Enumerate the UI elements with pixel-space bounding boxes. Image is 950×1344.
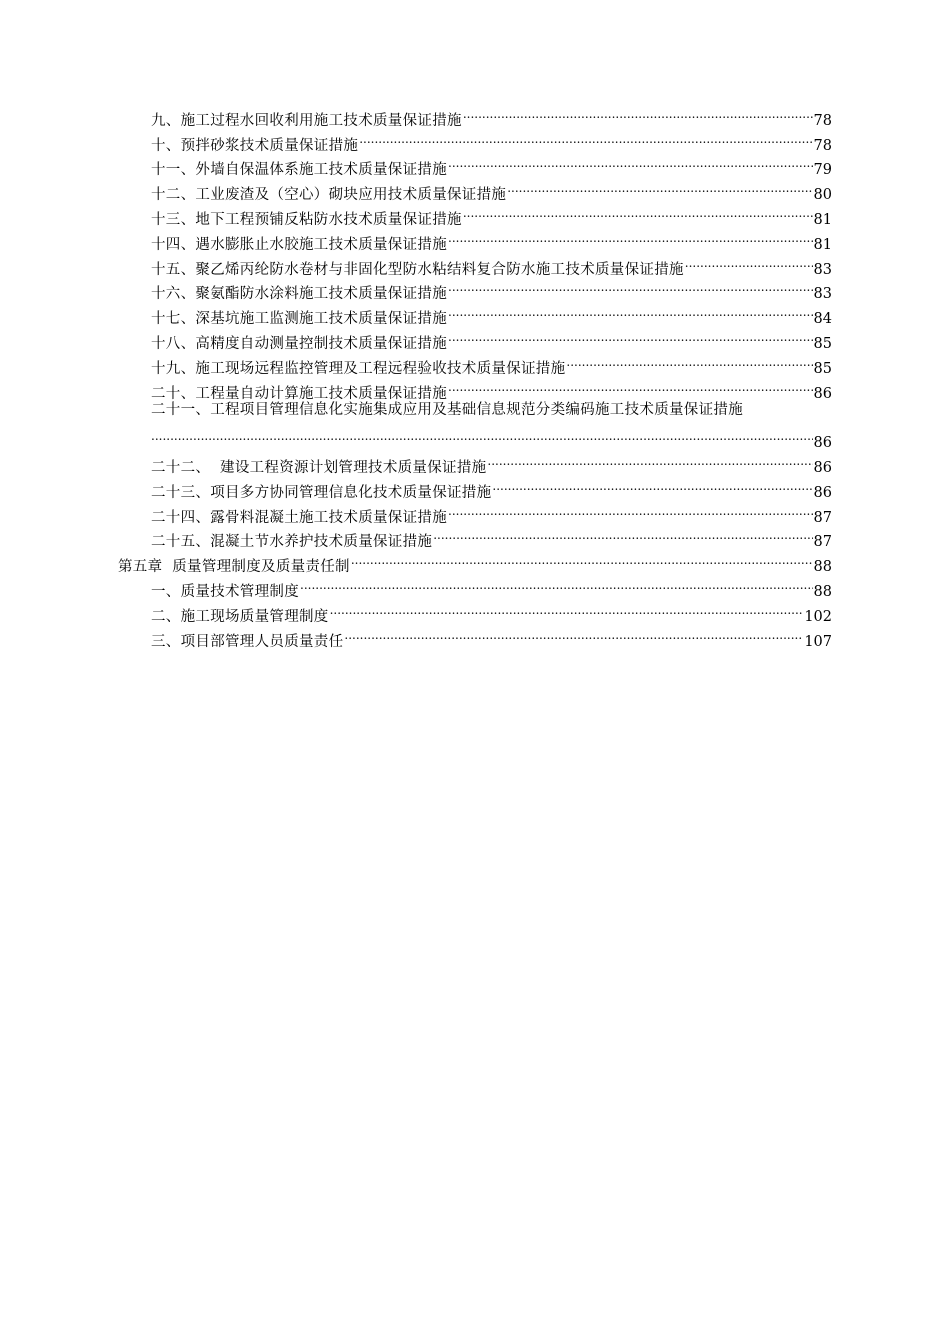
toc-dot-leader xyxy=(151,422,813,447)
toc-entry-page: 88 xyxy=(813,583,832,600)
toc-entry-page: 84 xyxy=(813,311,832,328)
toc-entry-title: 三、项目部管理人员质量责任 xyxy=(151,633,344,650)
toc-dot-leader xyxy=(492,472,812,497)
toc-entry[interactable] xyxy=(118,596,832,625)
toc-entry-title: 二、施工现场质量管理制度 xyxy=(151,608,329,625)
toc-entry-page: 78 xyxy=(813,112,832,129)
toc-dot-leader xyxy=(463,100,813,125)
toc-dot-leader xyxy=(351,546,813,571)
toc-dot-leader xyxy=(359,125,812,150)
toc-entry[interactable] xyxy=(118,100,832,129)
toc-entry[interactable] xyxy=(118,472,832,501)
toc-dot-leader xyxy=(448,323,813,348)
toc-dot-leader xyxy=(566,348,812,373)
toc-entry[interactable] xyxy=(118,298,832,328)
toc-dot-leader xyxy=(487,447,812,472)
toc-entry-page: 85 xyxy=(813,335,832,352)
toc-entry-page: 86 xyxy=(813,484,832,501)
toc-entry-title: 二十三、项目多方协同管理信息化技术质量保证措施 xyxy=(151,484,492,501)
toc-entry-page: 86 xyxy=(813,435,832,452)
toc-entry-page: 86 xyxy=(813,385,832,402)
toc-dot-leader xyxy=(448,224,813,249)
toc-dot-leader xyxy=(448,274,813,299)
toc-entry-wrapped-leader-line[interactable] xyxy=(118,422,832,452)
toc-entry-title: 十四、遇水膨胀止水胶施工技术质量保证措施 xyxy=(151,236,447,253)
toc-entry-page: 83 xyxy=(813,286,832,303)
toc-entry-page: 107 xyxy=(804,633,832,650)
toc-entry[interactable] xyxy=(118,150,832,179)
toc-entry[interactable] xyxy=(118,497,832,526)
toc-chapter-page: 88 xyxy=(813,559,832,576)
toc-entry-title: 十八、高精度自动测量控制技术质量保证措施 xyxy=(151,335,447,352)
toc-entry-page: 79 xyxy=(813,162,832,179)
toc-entry-title: 十三、地下工程预铺反粘防水技术质量保证措施 xyxy=(151,211,462,228)
toc-entry-page: 85 xyxy=(813,360,832,377)
toc-entry-page: 80 xyxy=(813,187,832,204)
toc-entry-page: 78 xyxy=(813,137,832,154)
toc-entry-page: 86 xyxy=(813,459,832,476)
toc-entry-page: 83 xyxy=(813,261,832,278)
toc-entry[interactable] xyxy=(118,522,832,551)
toc-entry-title: 十二、工业废渣及（空心）砌块应用技术质量保证措施 xyxy=(151,187,507,204)
toc-dot-leader xyxy=(463,199,813,224)
toc-entry[interactable] xyxy=(118,224,832,253)
toc-dot-leader xyxy=(300,571,813,596)
toc-entry-title: 十、预拌砂浆技术质量保证措施 xyxy=(151,137,359,154)
toc-entry[interactable] xyxy=(118,199,832,228)
toc-dot-leader xyxy=(685,249,813,274)
toc-entry-title: 十五、聚乙烯丙纶防水卷材与非固化型防水粘结料复合防水施工技术质量保证措施 xyxy=(151,261,684,278)
toc-entry[interactable] xyxy=(118,174,832,204)
toc-entry[interactable] xyxy=(118,621,832,650)
toc-entry-title: 九、施工过程水回收利用施工技术质量保证措施 xyxy=(151,112,462,129)
toc-entry-title: 十七、深基坑施工监测施工技术质量保证措施 xyxy=(151,311,447,328)
toc-entry-page: 81 xyxy=(813,211,832,228)
toc-entry-page: 102 xyxy=(804,608,832,625)
toc-entry[interactable] xyxy=(118,323,832,352)
toc-entry-title: 十一、外墙自保温体系施工技术质量保证措施 xyxy=(151,162,447,179)
table-of-contents xyxy=(118,100,832,650)
toc-dot-leader xyxy=(448,298,813,323)
toc-dot-leader xyxy=(448,373,813,398)
toc-chapter-entry[interactable] xyxy=(118,546,832,576)
toc-entry-title: 十六、聚氨酯防水涂料施工技术质量保证措施 xyxy=(151,286,447,303)
toc-dot-leader xyxy=(448,497,813,522)
toc-entry[interactable] xyxy=(118,348,832,377)
toc-chapter-title: 第五章 质量管理制度及质量责任制 xyxy=(118,559,350,576)
toc-entry[interactable] xyxy=(118,447,832,476)
toc-entry[interactable] xyxy=(118,125,832,154)
toc-entry[interactable] xyxy=(118,249,832,278)
toc-entry[interactable] xyxy=(118,274,832,303)
toc-dot-leader xyxy=(507,174,812,199)
toc-entry-title: 一、质量技术管理制度 xyxy=(151,583,299,600)
toc-entry-page: 87 xyxy=(813,534,832,551)
toc-entry-title: 二十二、 建设工程资源计划管理技术质量保证措施 xyxy=(151,459,487,476)
toc-entry-page: 87 xyxy=(813,509,832,526)
toc-dot-leader xyxy=(448,150,813,175)
toc-entry-page: 81 xyxy=(813,236,832,253)
toc-entry-title: 二十、工程量自动计算施工技术质量保证措施 xyxy=(151,385,447,402)
toc-entry-title: 二十五、混凝土节水养护技术质量保证措施 xyxy=(151,534,433,551)
toc-dot-leader xyxy=(330,596,804,621)
toc-entry-title: 十九、施工现场远程监控管理及工程远程验收技术质量保证措施 xyxy=(151,360,566,377)
toc-dot-leader xyxy=(344,621,803,646)
toc-entry[interactable] xyxy=(118,373,832,402)
toc-entry[interactable] xyxy=(118,571,832,600)
toc-entry-wrapped-title-line[interactable] xyxy=(118,398,832,423)
toc-entry-title: 二十四、露骨料混凝土施工技术质量保证措施 xyxy=(151,509,447,526)
toc-entry-title: 二十一、工程项目管理信息化实施集成应用及基础信息规范分类编码施工技术质量保证措施 xyxy=(151,401,743,418)
toc-dot-leader xyxy=(433,522,812,547)
